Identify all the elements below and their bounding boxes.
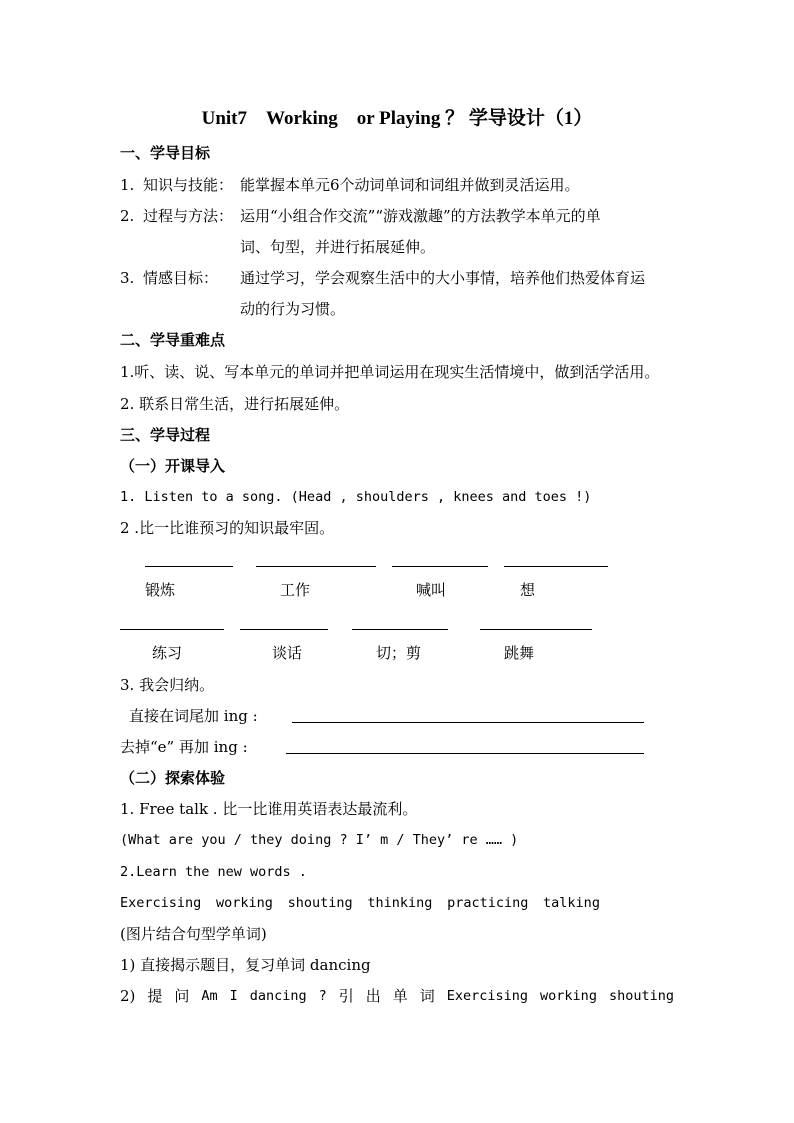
answer-blank[interactable] <box>120 629 224 630</box>
step-2-token: dancing <box>249 988 307 1004</box>
rule-1-blank[interactable] <box>292 722 644 723</box>
part-2-heading: （二）探索体验 <box>120 769 226 787</box>
word-prompt: 喊叫 <box>416 581 447 599</box>
step-2-token: 出 <box>365 987 381 1005</box>
new-word: thinking <box>367 895 433 911</box>
answer-blank[interactable] <box>504 566 608 567</box>
answer-blank[interactable] <box>392 566 488 567</box>
answer-blank[interactable] <box>352 629 448 630</box>
step-2-token: 词 <box>419 987 435 1005</box>
goal-2-number: 2. <box>120 207 135 225</box>
key-point-2: 2. 联系日常生活，进行拓展延伸。 <box>120 395 350 413</box>
word-prompt: 工作 <box>280 581 311 599</box>
goal-1-label: 知识与技能： <box>143 176 234 194</box>
step-2-token: I <box>229 988 238 1004</box>
step-2-token: Am <box>201 988 218 1004</box>
goal-2-continuation: 词、句型，并进行拓展延伸。 <box>240 238 436 256</box>
part-1-item-1: 1. Listen to a song. (Head , shoulders , knees and toes !) <box>120 489 592 505</box>
goal-1-number: 1. <box>120 176 135 194</box>
part-2-step-2 <box>120 986 674 1006</box>
word-prompt: 练习 <box>152 644 183 662</box>
part-2-item-1: 1. Free talk . 比一比谁用英语表达最流利。 <box>120 800 418 818</box>
part-1-item-2: 2 .比一比谁预习的知识最牢固。 <box>120 519 335 537</box>
word-prompt: 跳舞 <box>504 644 535 662</box>
step-2-token: 提 <box>147 987 163 1005</box>
section-heading-key-points: 二、学导重难点 <box>120 331 226 349</box>
new-word: Exercising <box>120 895 202 911</box>
part-2-item-2: 2.Learn the new words . <box>120 864 307 880</box>
answer-blank[interactable] <box>256 566 376 567</box>
part-1-heading: （一）开课导入 <box>120 457 226 475</box>
key-point-1: 1.听、读、说、写本单元的单词并把单词运用在现实生活情境中，做到活学活用。 <box>120 363 660 381</box>
goal-2-text: 运用“小组合作交流”“游戏激趣”的方法教学本单元的单 <box>240 207 601 225</box>
word-prompt: 谈话 <box>272 644 303 662</box>
step-2-token: 问 <box>174 987 190 1005</box>
part-1-item-3: 3. 我会归纳。 <box>120 676 215 694</box>
page-title: Unit7 Working or Playing ？ 学导设计（1） <box>201 108 593 129</box>
goal-3-label: 情感目标： <box>143 269 219 287</box>
step-2-token: Exercising <box>446 988 529 1004</box>
step-2-token: 引 <box>338 987 354 1005</box>
goal-3-text: 通过学习，学会观察生活中的大小事情，培养他们热爱体育运 <box>240 269 646 287</box>
answer-blank[interactable] <box>240 629 328 630</box>
word-prompt: 想 <box>520 581 536 599</box>
word-prompt: 切；剪 <box>376 644 422 662</box>
section-heading-process: 三、学导过程 <box>120 426 211 444</box>
goal-2-label: 过程与方法： <box>143 207 234 225</box>
step-2-token: 2) <box>120 987 136 1005</box>
goal-3-number: 3. <box>120 269 135 287</box>
answer-blank[interactable] <box>480 629 592 630</box>
rule-2-blank[interactable] <box>286 753 644 754</box>
part-2-step-1: 1) 直接揭示题目，复习单词 dancing <box>120 956 371 974</box>
step-2-token: 单 <box>392 987 408 1005</box>
step-2-token: working <box>540 988 597 1004</box>
answer-blank[interactable] <box>145 566 233 567</box>
new-word: shouting <box>287 895 353 911</box>
section-heading-goals: 一、学导目标 <box>120 144 211 162</box>
new-word: practicing <box>447 895 529 911</box>
part-2-item-1-note: (What are you / they doing ? I’ m / They’ re …… ) <box>120 832 519 848</box>
step-2-token: shouting <box>608 988 674 1004</box>
part-2-note: (图片结合句型学单词) <box>120 925 267 943</box>
step-2-token: ? <box>318 988 327 1004</box>
new-word: talking <box>543 895 600 911</box>
rule-1-label: 直接在词尾加 ing : <box>129 707 258 725</box>
new-word: working <box>215 895 273 911</box>
word-prompt: 锻炼 <box>145 581 176 599</box>
goal-1-text: 能掌握本单元6个动词单词和词组并做到灵活运用。 <box>240 176 580 194</box>
rule-2-label: 去掉“e” 再加 ing : <box>120 738 248 756</box>
goal-3-continuation: 动的行为习惯。 <box>240 300 346 318</box>
new-words-list <box>120 893 600 913</box>
